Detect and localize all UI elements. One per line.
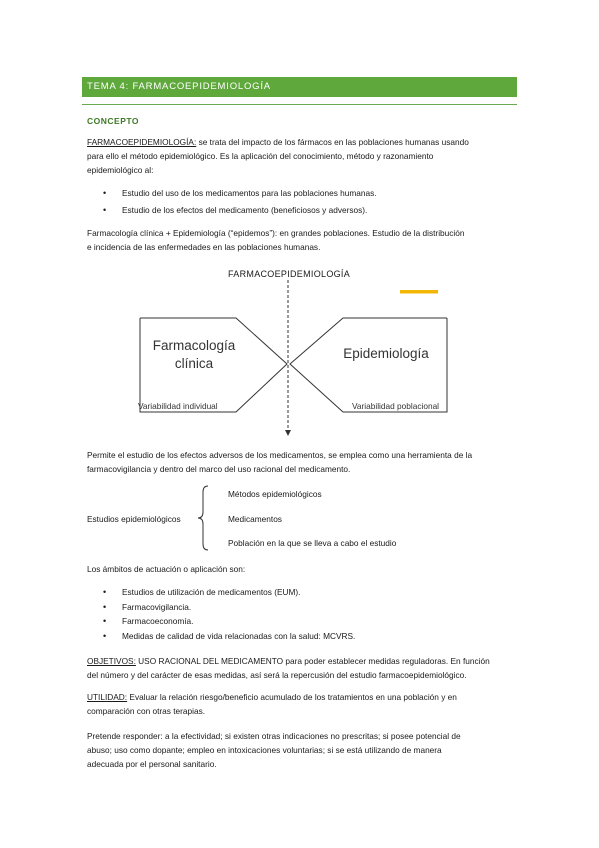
studies-item: Medicamentos xyxy=(228,514,282,524)
answer-line-3: adecuada por el personal sanitario. xyxy=(87,759,217,769)
list-item: • Medidas de calidad de vida relacionadas con la salud: MCVRS. xyxy=(100,629,355,643)
studies-item: Población en la que se lleva a cabo el estudio xyxy=(228,538,397,548)
objectives-line-1: USO RACIONAL DEL MEDICAMENTO para poder establecer medidas reguladoras. En función xyxy=(135,656,490,666)
purpose-line-2: farmacovigilancia y dentro del marco del uso racional del medicamento. xyxy=(87,464,351,474)
diagram-left-label xyxy=(140,337,248,373)
studies-item: Métodos epidemiológicos xyxy=(228,489,322,499)
utility-line-1: Evaluar la relación riesgo/beneficio acumulado de los tratamientos en una población y en xyxy=(127,692,457,702)
diagram-left-sublabel: Variabilidad individual xyxy=(138,401,218,411)
scopes-list xyxy=(100,585,355,643)
diagram-right-sublabel: Variabilidad poblacional xyxy=(352,401,440,411)
objectives-line-2: del número y del carácter de esas medidas, así será la repercusión del estudio farmacoepidemiológico. xyxy=(87,670,467,680)
answer-line-1: Pretende responder: a la efectividad; si existen otras indicaciones no prescritas; si posee potencial de xyxy=(87,731,461,741)
intro-text-3: epidemiológico al: xyxy=(87,165,154,175)
left-label-line-2: clínica xyxy=(174,356,214,371)
studies-label: Estudios epidemiológicos xyxy=(87,514,181,524)
purpose-line-1: Permite el estudio de los efectos adversos de los medicamentos, se emplea como una herramienta de la xyxy=(87,450,473,460)
utility-term: UTILIDAD: xyxy=(87,692,128,702)
definition-line-2: e incidencia de las enfermedades en las poblaciones humanas. xyxy=(87,242,321,252)
list-item: • Farmacoeconomía. xyxy=(100,614,355,628)
intro-term: FARMACOEPIDEMIOLOGÍA: xyxy=(87,137,197,147)
intro-text-1: se trata del impacto de los fármacos en las poblaciones humanas usando xyxy=(196,137,469,147)
list-item: • Estudio de los efectos del medicamento (beneficiosos y adversos). xyxy=(100,203,377,217)
list-item: • Estudio del uso de los medicamentos para las poblaciones humanas. xyxy=(100,186,377,200)
intro-text-2: para ello el método epidemiológico. Es la aplicación del conocimiento, método y razonamiento xyxy=(87,151,434,161)
answer-line-2: abuso; uso como dopante; empleo en intoxicaciones voluntarias; si se está utilizando de manera xyxy=(87,745,442,755)
answer-paragraph xyxy=(87,729,515,771)
left-label-line-1: Farmacología xyxy=(152,338,236,353)
list-item: • Farmacovigilancia. xyxy=(100,600,355,614)
objectives-paragraph xyxy=(87,654,515,682)
utility-line-2: comparación con otras terapias. xyxy=(87,706,206,716)
curly-brace-icon xyxy=(196,484,212,552)
down-arrow-icon xyxy=(285,430,291,436)
list-item: • Estudios de utilización de medicamentos (EUM). xyxy=(100,585,355,599)
scopes-intro: Los ámbitos de actuación o aplicación son: xyxy=(87,564,246,574)
highlight-bar xyxy=(400,290,438,294)
chapter-banner: TEMA 4: FARMACOEPIDEMIOLOGÍA xyxy=(82,77,517,97)
utility-paragraph xyxy=(87,690,515,718)
right-arrow-shape xyxy=(290,318,447,412)
section-heading: CONCEPTO xyxy=(87,116,140,126)
objectives-term: OBJETIVOS: xyxy=(87,656,136,666)
diagram-right-label: Epidemiología xyxy=(343,346,429,361)
purpose-paragraph xyxy=(87,448,515,476)
diagram-title: FARMACOEPIDEMIOLOGÍA xyxy=(228,269,351,279)
definition-line-1: Farmacología clínica + Epidemiología (“epidemos”): en grandes poblaciones. Estudio de la distribución xyxy=(87,228,465,238)
